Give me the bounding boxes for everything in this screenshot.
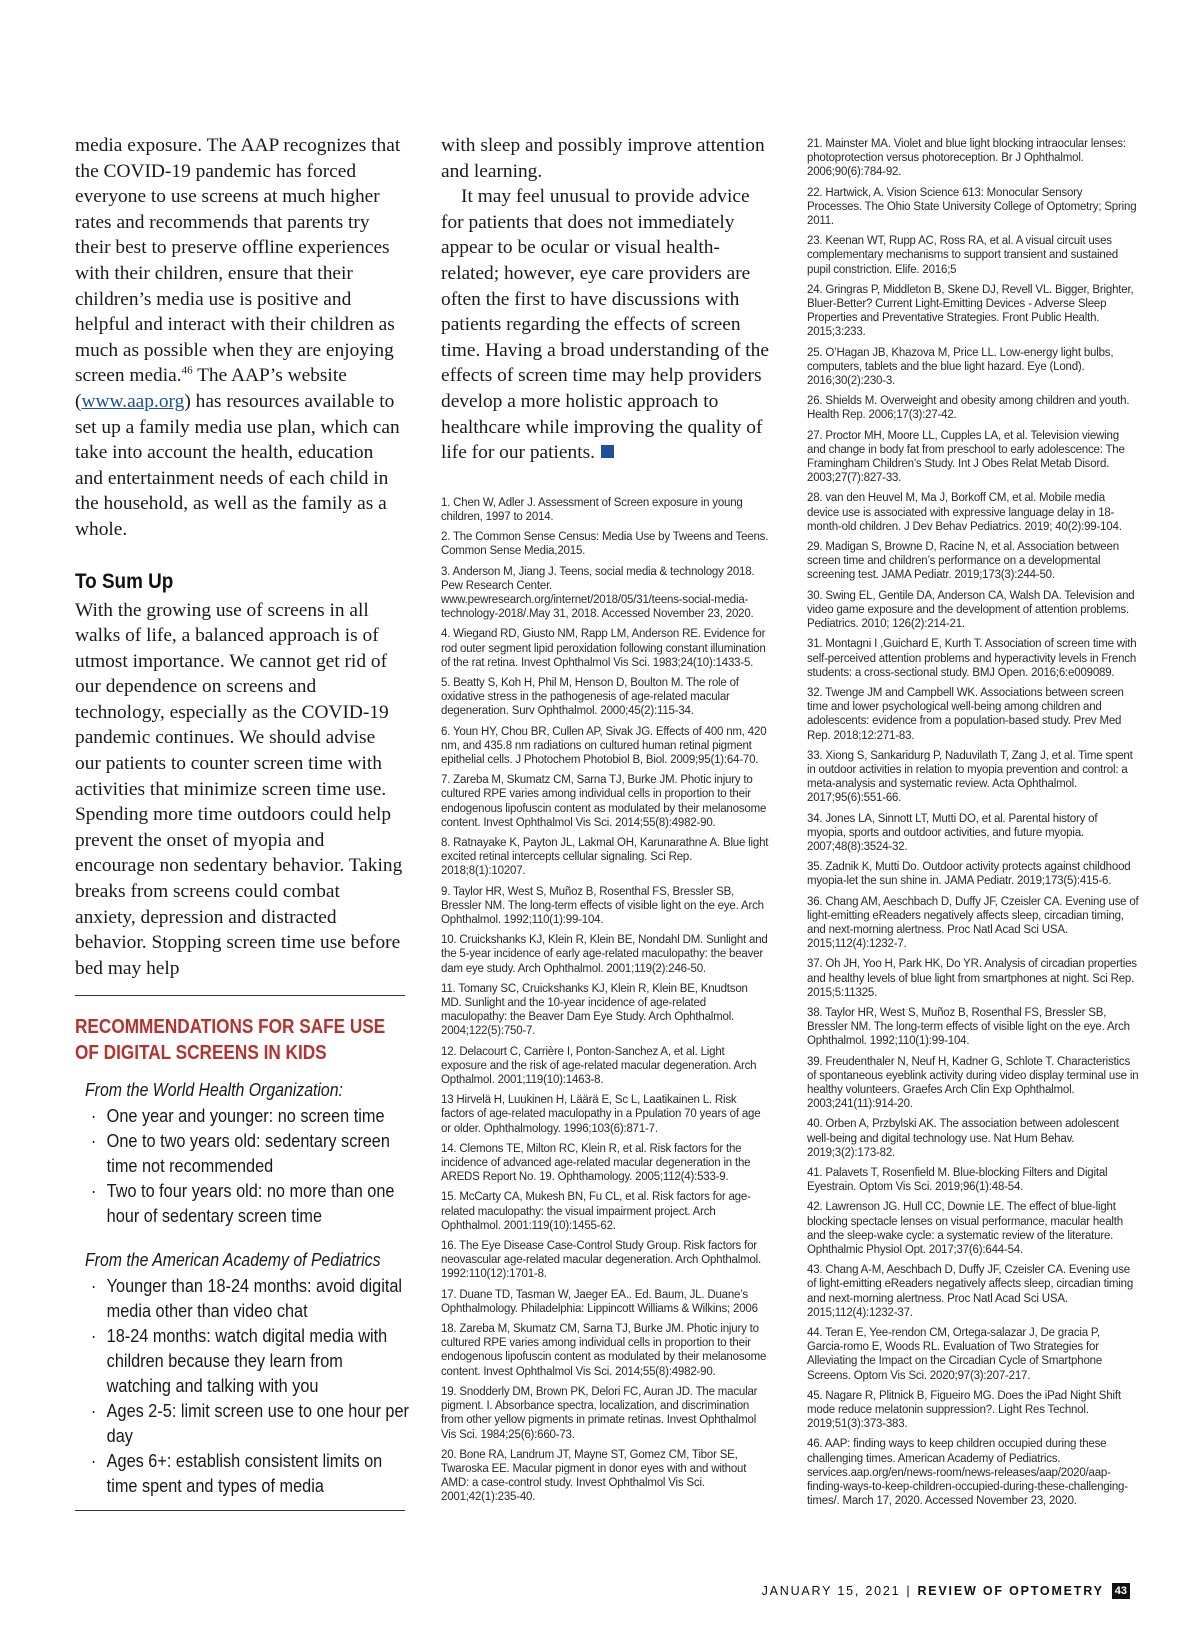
reference-item: 4. Wiegand RD, Giusto NM, Rapp LM, Anderson RE. Evidence for rod outer segment lipid peroxidation following constant illumination of the rat retina. Invest Ophthalmol Vis Sci. 1983;24(10):1433-5. bbox=[441, 628, 766, 669]
references-list bbox=[441, 496, 771, 1505]
body-paragraph: media exposure. The AAP recognizes that the COVID-19 pandemic has forced everyone to use screens at much higher rates and recommends that parents try their best to preserve offline experiences with their children, ensure that their children’s media use is positive and helpful and interact with their children as much as possible when they are enjoying screen media.$^{46}$ The AAP’s website (www.aap.org) has resources available to set up a family media use plan, which can take into account the health, education and entertainment needs of each child in the household, as well as the family as a whole. bbox=[75, 135, 401, 540]
reference-item: 20. Bone RA, Landrum JT, Mayne ST, Gomez CM, Tibor SE, Twaroska EE. Macular pigment in donor eyes with and without AMD: a case-control study. Invest Ophthalmol Vis Sci. 2001;42(1):235-40. bbox=[441, 1448, 747, 1504]
reference-item: 30. Swing EL, Gentile DA, Anderson CA, Walsh DA. Television and video game exposure and the development of attention problems. Pediatrics. 2010; 126(2):214-21. bbox=[807, 589, 1135, 631]
reference-item: 14. Clemons TE, Milton RC, Klein R, et al. Risk factors for the incidence of advanced age-related macular degeneration in the AREDS Report No. 19. Ophthamology. 2005;112(4):533-9. bbox=[441, 1142, 751, 1184]
recommendations-sidebar bbox=[75, 995, 409, 1511]
reference-item: 16. The Eye Disease Case-Control Study Group. Risk factors for neovascular age-related macular degeneration. Arch Ophthalmol. 1992:110(12):1701-8. bbox=[441, 1240, 762, 1281]
list-item: · One to two years old: sedentary screen time not recommended bbox=[90, 1130, 390, 1177]
body-paragraph: It may feel unusual to provide advice for patients that does not immediately appear to be ocular or visual health-related; however, eye care providers are often the first to have discussions with patients regarding the effects of screen time. Having a broad understanding of the effects of screen time may help providers develop a more holistic approach to healthcare while improving the quality of life for our patients. bbox=[441, 186, 769, 464]
body-paragraph: with sleep and possibly improve attention and learning. bbox=[441, 135, 765, 182]
list-item: · Ages 6+: establish consistent limits on time spent and types of media bbox=[90, 1450, 383, 1497]
reference-item: 40. Orben A, Przbylski AK. The association between adolescent well-being and digital technology use. Nat Hum Behav. 2019;3(2):173-82. bbox=[807, 1118, 1119, 1159]
reference-item: 10. Cruickshanks KJ, Klein R, Klein BE, Nondahl DM. Sunlight and the 5-year incidence of early age-related maculopathy: the beaver dam eye study. Arch Ophthalmol. 2001;119(2):246-50. bbox=[441, 934, 768, 975]
list-item: · Younger than 18-24 months: avoid digital media other than video chat bbox=[90, 1275, 403, 1322]
reference-item: 11. Tomany SC, Cruickshanks KJ, Klein R, Klein BE, Knudtson MD. Sunlight and the 10-year incidence of age-related maculopathy: the Beaver Dam Eye Study. Arch Ophthalmol. 2004;122(5):750-7. bbox=[441, 982, 748, 1038]
who-recommendations-list bbox=[75, 1103, 405, 1228]
list-item: · Ages 2-5: limit screen use to one hour per day bbox=[90, 1400, 409, 1447]
column-2 bbox=[441, 133, 771, 1511]
reference-item: 8. Ratnayake K, Payton JL, Lakmal OH, Karunarathne A. Blue light excited retinal intercepts cellular signaling. Sci Rep. 2018;8(1):10207. bbox=[441, 836, 769, 878]
reference-item: 43. Chang A-M, Aeschbach D, Duffy JF, Czeisler CA. Evening use of light-emitting eReaders negatively affects sleep, circadian timing and next-morning alertness. Proc Natl Acad Sci USA. 2015;112(4):1232-37. bbox=[807, 1264, 1134, 1319]
reference-item: 19. Snodderly DM, Brown PK, Delori FC, Auran JD. The macular pigment. I. Absorbance spectra, localization, and discrimination from other yellow pigments in primate retinas. Invest Ophthalmol Vis Sci. 1984;25(6):660-73. bbox=[441, 1385, 758, 1441]
reference-item: 44. Teran E, Yee-rendon CM, Ortega-salazar J, De gracia P, Garcia-romo E, Woods RL. Evaluation of Two Strategies for Alleviating the Impact on the Circadian Cycle of Smartphone Screens. Optom Vis Sci. 2020;97(3):207-217. bbox=[807, 1327, 1103, 1382]
aap-recommendations-list bbox=[75, 1273, 409, 1498]
list-item: · 18-24 months: watch digital media with children because they learn from watching and talking with you bbox=[90, 1325, 388, 1397]
reference-item: 22. Hartwick, A. Vision Science 613: Monocular Sensory Processes. The Ohio State University College of Optometry; Spring 2011. bbox=[807, 186, 1137, 228]
reference-item: 3. Anderson M, Jiang J. Teens, social media & technology 2018. Pew Research Center. www.pewresearch.org/internet/2018/05/31/teens-social-media-technology-2018/.May 31, 2018. Accessed November 23, 2020. bbox=[441, 565, 755, 621]
list-item: · One year and younger: no screen time bbox=[90, 1105, 385, 1127]
reference-item: 28. van den Heuvel M, Ma J, Borkoff CM, et al. Mobile media device use is associated with expressive language delay in 18-month-old children. J Dev Behav Pediatrics. 2019; 40(2):99-104. bbox=[807, 492, 1122, 533]
reference-item: 21. Mainster MA. Violet and blue light blocking intraocular lenses: photoprotection versus photoreception. Br J Ophthalmol. 2006;90(6):784-92. bbox=[807, 138, 1126, 179]
reference-item: 23. Keenan WT, Rupp AC, Ross RA, et al. A visual circuit uses complementary mechanisms to support transient and sustained pupil constriction. Elife. 2016;5 bbox=[807, 235, 1119, 276]
sidebar-source-who: From the World Health Organization: bbox=[85, 1080, 343, 1101]
reference-item: 29. Madigan S, Browne D, Racine N, et al. Association between screen time and children’s performance on a developmental screening test. JAMA Pediatr. 2019;173(3):244-50. bbox=[807, 541, 1119, 582]
reference-item: 26. Shields M. Overweight and obesity among children and youth. Health Rep. 2006;17(3):27-42. bbox=[807, 395, 1130, 422]
reference-item: 31. Montagni I ,Guichard E, Kurth T. Association of screen time with self-perceived attention problems and hyperactivity levels in French students: a cross-sectional study. BMJ Open. 2016;6:e009089. bbox=[807, 638, 1137, 679]
reference-item: 35. Zadnik K, Mutti Do. Outdoor activity protects against childhood myopia-let the sun shine in. JAMA Pediatr. 2019;173(5):415-6. bbox=[807, 861, 1131, 888]
reference-item: 39. Freudenthaler N, Neuf H, Kadner G, Schlote T. Characteristics of spontaneous eyeblink activity during video display terminal use in healthy volunteers. Graefes Arch Clin Exp Ophthalmol. 2003;241(11):914-20. bbox=[807, 1055, 1139, 1111]
reference-item: 5. Beatty S, Koh H, Phil M, Henson D, Boulton M. The role of oxidative stress in the pathogenesis of age-related macular degeneration. Surv Ophthalmol. 2000;45(2):115-34. bbox=[441, 676, 739, 718]
reference-item: 33. Xiong S, Sankaridurg P, Naduvilath T, Zang J, et al. Time spent in outdoor activities in relation to myopia prevention and control: a meta-analysis and systematic review. Acta Ophthalmol. 2017;95(6):551-66. bbox=[807, 749, 1133, 805]
column-1 bbox=[75, 133, 409, 1511]
page-number: 43 bbox=[1112, 1583, 1130, 1599]
reference-item: 41. Palavets T, Rosenfield M. Blue-blocking Filters and Digital Eyestrain. Optom Vis Sci. 2019;96(1):48-54. bbox=[807, 1167, 1108, 1194]
footnote-ref: 46 bbox=[181, 364, 193, 377]
reference-item: 13 Hirvelä H, Luukinen H, Läärä E, Sc L, Laatikainen L. Risk factors of age-related maculopathy in a Ppulation 70 years of age or older. Ophthalmology. 1996;103(6):871-7. bbox=[441, 1094, 761, 1135]
reference-item: 2. The Common Sense Census: Media Use by Tweens and Teens. Common Sense Media,2015. bbox=[441, 531, 769, 558]
page-footer bbox=[762, 1583, 1130, 1599]
reference-item: 38. Taylor HR, West S, Muñoz B, Rosenthal FS, Bressler SB, Bressler NM. The long-term effects of visible light on the eye. Arch Ophthalmol. 1992;110(1):99-104. bbox=[807, 1006, 1130, 1048]
column-3 bbox=[807, 137, 1139, 1514]
reference-item: 36. Chang AM, Aeschbach D, Duffy JF, Czeisler CA. Evening use of light-emitting eReaders negatively affects sleep, circadian timing, and next-morning alertness. Proc Natl Acad Sci USA. 2015;112(4):1232-7. bbox=[807, 895, 1139, 951]
section-heading: To Sum Up bbox=[75, 569, 174, 593]
publication-name: REVIEW OF OPTOMETRY bbox=[917, 1584, 1104, 1598]
reference-item: 46. AAP: finding ways to keep children occupied during these challenging times. American Academy of Pediatrics. services.aap.org/en/news-room/news-releases/aap/2020/aap-finding-ways-to-keep-children-occupied-during-these-challenging-times/. March 17, 2020. Accessed November 23, 2020. bbox=[807, 1438, 1128, 1508]
reference-item: 1. Chen W, Adler J. Assessment of Screen exposure in young children, 1997 to 2014. bbox=[441, 496, 743, 523]
reference-item: 25. O’Hagan JB, Khazova M, Price LL. Low-energy light bulbs, computers, tablets and the blue light hazard. Eye (Lond). 2016;30(2):230-3. bbox=[807, 346, 1114, 388]
reference-item: 12. Delacourt C, Carrière I, Ponton-Sanchez A, et al. Light exposure and the risk of age-related macular degeneration. Arch Opthalmol. 2001;119(10):1463-8. bbox=[441, 1045, 757, 1087]
bullet-icon: · bbox=[90, 1325, 97, 1347]
list-item: · Two to four years old: no more than one hour of sedentary screen time bbox=[90, 1180, 395, 1227]
end-mark-icon bbox=[601, 445, 614, 458]
reference-item: 34. Jones LA, Sinnott LT, Mutti DO, et al. Parental history of myopia, sports and outdoor activities, and future myopia. 2007;48(8):3524-32. bbox=[807, 812, 1098, 853]
footer-separator: | bbox=[906, 1584, 912, 1598]
reference-item: 15. McCarty CA, Mukesh BN, Fu CL, et al. Risk factors for age-related maculopathy: the visual impairment project. Arch Ophthalmol. 2001:119(10):1455-62. bbox=[441, 1191, 751, 1232]
bullet-icon: · bbox=[90, 1105, 97, 1127]
reference-item: 27. Proctor MH, Moore LL, Cupples LA, et al. Television viewing and change in body fat from preschool to early adolescence: The Framingham Children’s Study. Int J Obes Relat Metab Disord. 2003;27(7):827-33. bbox=[807, 429, 1125, 485]
issue-date: JANUARY 15, 2021 bbox=[761, 1584, 901, 1598]
aap-website-link[interactable]: www.aap.org bbox=[81, 390, 185, 412]
bullet-icon: · bbox=[90, 1180, 97, 1202]
reference-item: 24. Gringras P, Middleton B, Skene DJ, Revell VL. Bigger, Brighter, Bluer-Better? Current Light-Emitting Devices - Adverse Sleep Properties and Preventative Strategies. Front Public Health. 2015;3:233. bbox=[807, 283, 1134, 339]
reference-item: 6. Youn HY, Chou BR, Cullen AP, Sivak JG. Effects of 400 nm, 420 nm, and 435.8 nm radiations on cultured human retinal pigment epithelial cells. J Photochem Photobiol B, Biol. 2009;95(1):64-70. bbox=[441, 725, 767, 766]
reference-item: 32. Twenge JM and Campbell WK. Associations between screen time and lower psychological well-being among children and adolescents: evidence from a population-based study. Prev Med Rep. 2018;12:271-83. bbox=[807, 686, 1124, 742]
reference-item: 9. Taylor HR, West S, Muñoz B, Rosenthal FS, Bressler SB, Bressler NM. The long-term effects of visible light on the eye. Arch Ophthalmol. 1992;110(1):99-104. bbox=[441, 885, 764, 926]
references-list bbox=[807, 137, 1139, 1508]
reference-item: 7. Zareba M, Skumatz CM, Sarna TJ, Burke JM. Photic injury to cultured RPE varies among individual cells in proportion to their endogenous lipofuscin content as modulated by their melanosome content. Invest Ophthalmol Vis Sci. 2014;55(8):4982-90. bbox=[441, 774, 767, 829]
reference-item: 45. Nagare R, Plitnick B, Figueiro MG. Does the iPad Night Shift mode reduce melatonin suppression?. Light Res Technol. 2019;51(3):373-383. bbox=[807, 1389, 1121, 1431]
sidebar-source-aap: From the American Academy of Pediatrics bbox=[85, 1250, 381, 1271]
reference-item: 42. Lawrenson JG. Hull CC, Downie LE. The effect of blue-light blocking spectacle lenses on visual performance, macular health and the sleep-wake cycle: a systematic review of the literature. Ophthalmic Physiol Opt. 2017;37(6):644-54. bbox=[807, 1201, 1123, 1257]
sidebar-title: RECOMMENDATIONS FOR SAFE USE OF DIGITAL SCREENS IN KIDS bbox=[75, 1016, 386, 1065]
reference-item: 18. Zareba M, Skumatz CM, Sarna TJ, Burke JM. Photic injury to cultured RPE varies among individual cells in proportion to their endogenous lipofuscin content as modulated by their melanosome content. Invest Ophthalmol Vis Sci. 2014;55(8):4982-90. bbox=[441, 1323, 767, 1378]
reference-item: 17. Duane TD, Tasman W, Jaeger EA.. Ed. Baum, JL. Duane’s Ophthalmology. Philadelphia: Lippincott Williams & Wilkins; 2006 bbox=[441, 1288, 758, 1315]
bullet-icon: · bbox=[90, 1275, 97, 1297]
bullet-icon: · bbox=[90, 1130, 97, 1152]
bullet-icon: · bbox=[90, 1450, 97, 1472]
bullet-icon: · bbox=[90, 1400, 97, 1422]
reference-item: 37. Oh JH, Yoo H, Park HK, Do YR. Analysis of circadian properties and healthy levels of blue light from smartphones at night. Sci Rep. 2015;5:11325. bbox=[807, 958, 1137, 999]
body-paragraph: With the growing use of screens in all walks of life, a balanced approach is of utmost importance. We cannot get rid of our dependence on screens and technology, especially as the COVID-19 pandemic continues. We should advise our patients to counter screen time with activities that minimize screen time use. Spending more time outdoors could help prevent the onset of myopia and encourage non sedentary behavior. Taking breaks from screens could combat anxiety, depression and distracted behavior. Stopping screen time use before bed may help bbox=[75, 599, 403, 979]
